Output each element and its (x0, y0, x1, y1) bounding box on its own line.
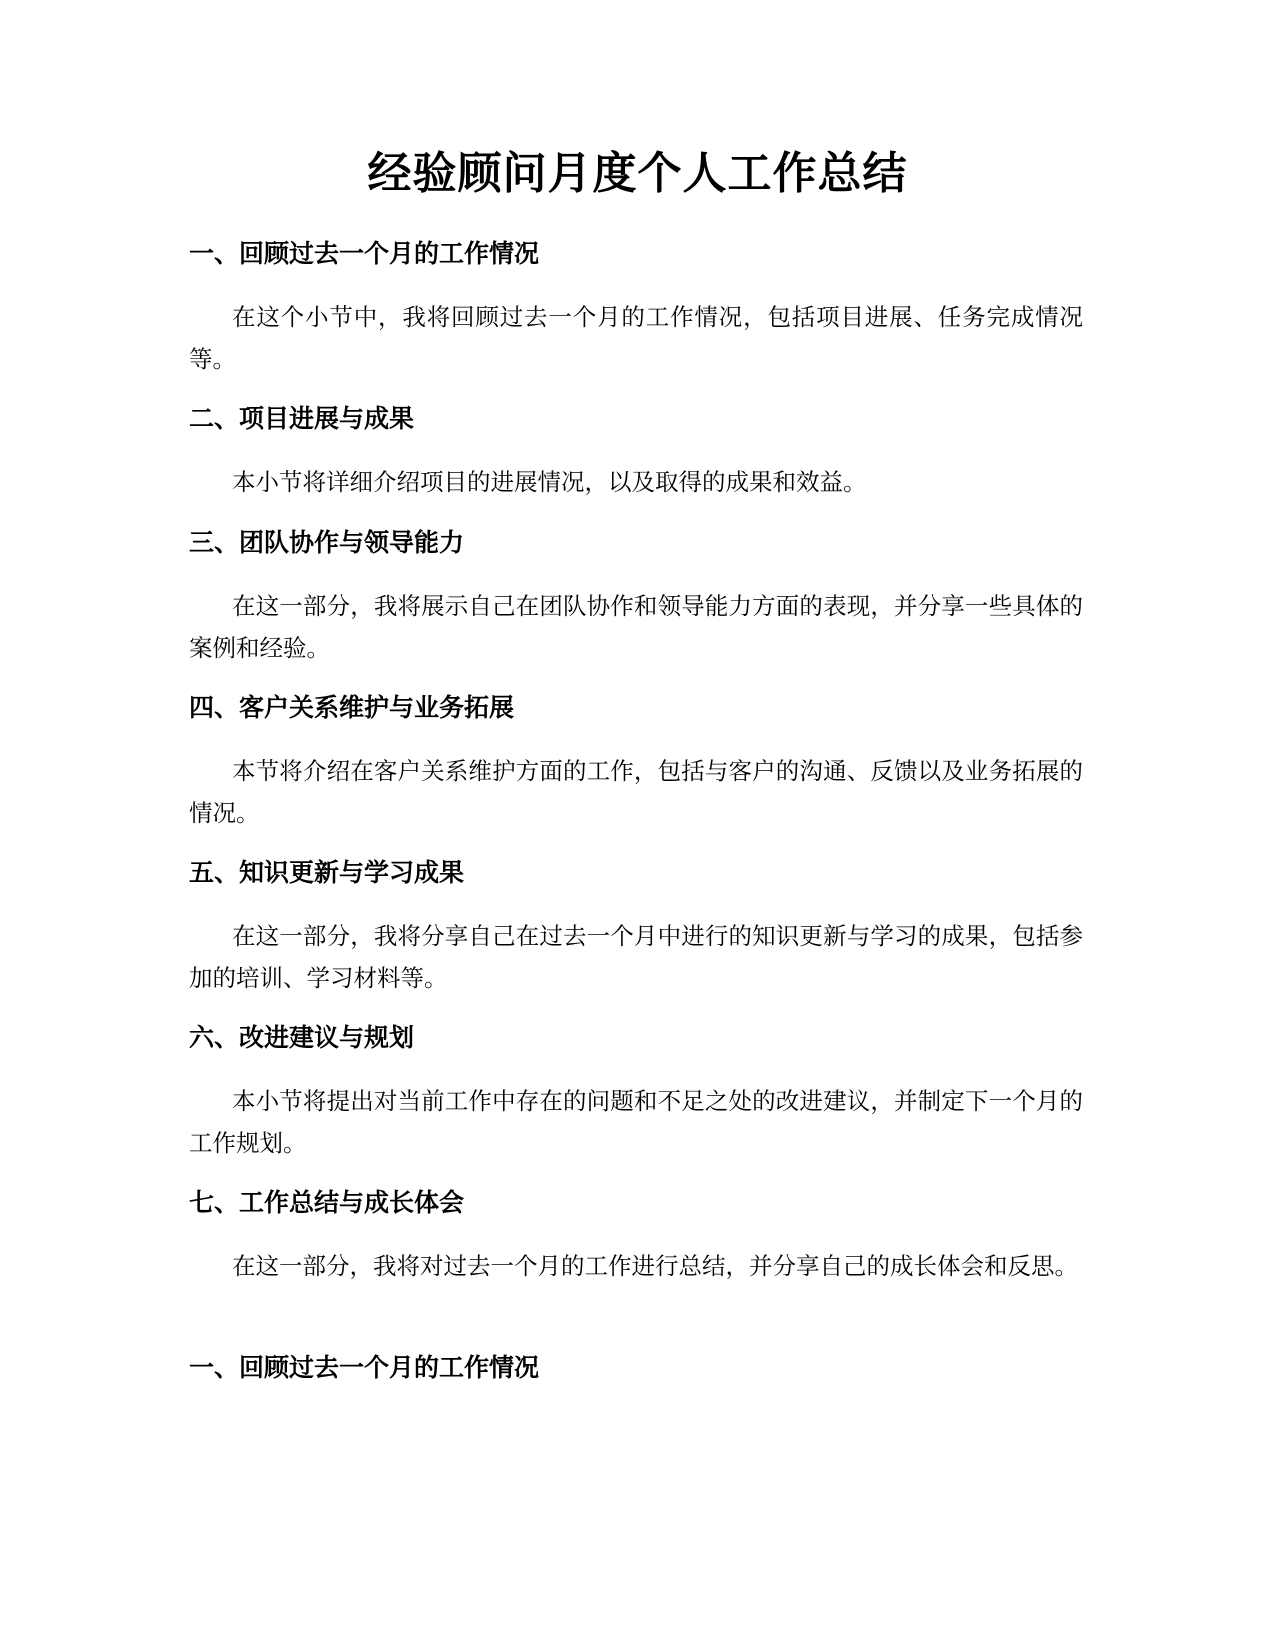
section-heading-7: 七、工作总结与成长体会 (189, 1188, 465, 1217)
section-heading-8: 一、回顾过去一个月的工作情况 (189, 1353, 540, 1382)
section-body-2: 本小节将详细介绍项目的进展情况，以及取得的成果和效益。 (232, 468, 867, 496)
section-body-3: 在这一部分，我将展示自己在团队协作和领导能力方面的表现，并分享一些具体的案例和经验。 (189, 592, 1083, 662)
section-heading-4: 四、客户关系维护与业务拓展 (189, 693, 515, 722)
section-body-5: 在这一部分，我将分享自己在过去一个月中进行的知识更新与学习的成果，包括参加的培训、学习材料等。 (189, 922, 1083, 992)
section-body-1: 在这个小节中，我将回顾过去一个月的工作情况，包括项目进展、任务完成情况等。 (189, 303, 1083, 373)
section-heading-6: 六、改进建议与规划 (189, 1023, 415, 1052)
section-heading-2: 二、项目进展与成果 (189, 404, 415, 433)
section-heading-3: 三、团队协作与领导能力 (189, 528, 465, 557)
section-body-4: 本节将介绍在客户关系维护方面的工作，包括与客户的沟通、反馈以及业务拓展的情况。 (189, 757, 1083, 827)
section-body-7: 在这一部分，我将对过去一个月的工作进行总结，并分享自己的成长体会和反思。 (232, 1252, 1078, 1280)
document-title: 经验顾问月度个人工作总结 (367, 148, 908, 199)
section-heading-5: 五、知识更新与学习成果 (189, 858, 465, 887)
section-body-6: 本小节将提出对当前工作中存在的问题和不足之处的改进建议，并制定下一个月的工作规划。 (189, 1087, 1083, 1157)
section-heading-1: 一、回顾过去一个月的工作情况 (189, 239, 540, 268)
